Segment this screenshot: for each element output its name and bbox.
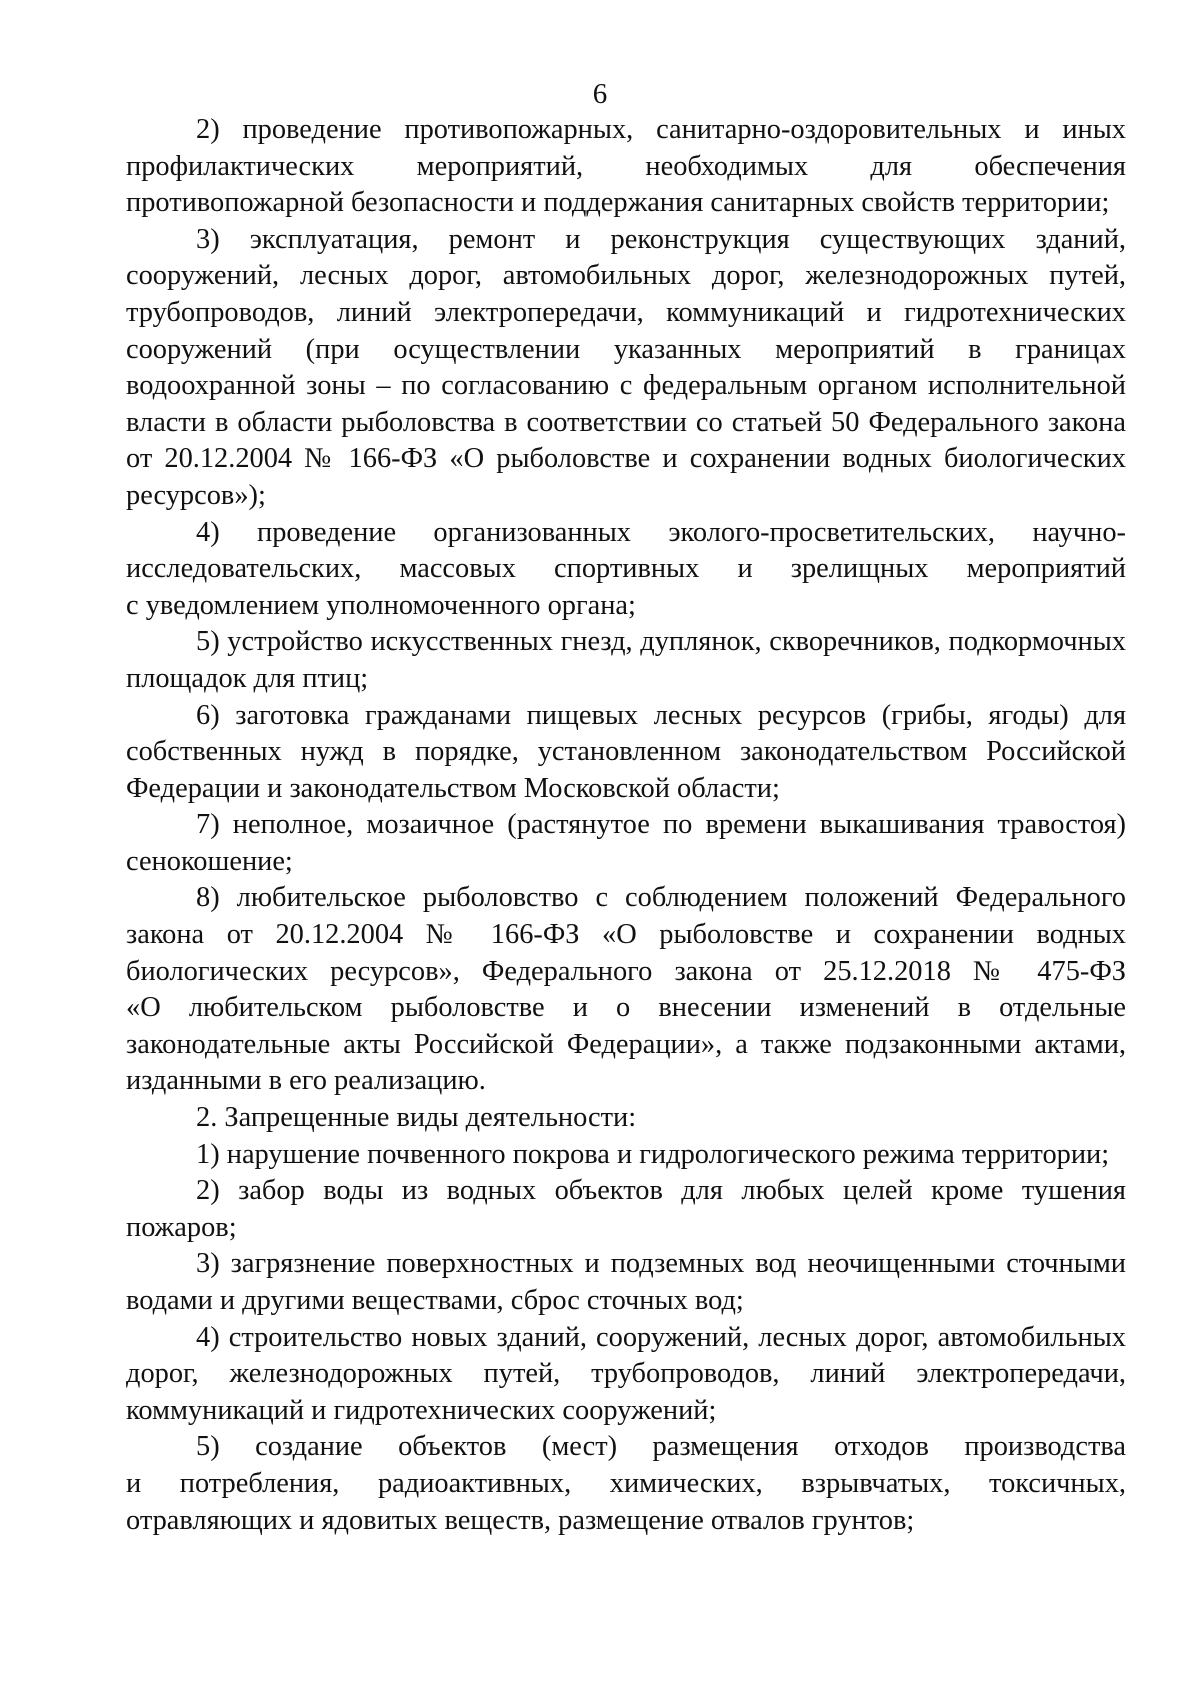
text-line: сенокошение; [126,845,293,877]
text-line: 4) проведение организованных эколого-просветительских, научно- [196,516,1126,548]
text-line: и потребления, радиоактивных, химических, взрывчатых, токсичных, [126,1467,1126,1499]
document-body [126,112,1126,1539]
text-line: трубопроводов, линий электропередачи, коммуникаций и гидротехнических [126,296,1126,328]
paragraph [126,515,1126,625]
paragraph [126,222,1126,515]
text-line: исследовательских, массовых спортивных и зрелищных мероприятий [126,553,1126,585]
text-line: 2) забор воды из водных объектов для любых целей кроме тушения [196,1175,1126,1207]
paragraph [126,1429,1126,1539]
text-line: сооружений, лесных дорог, автомобильных дорог, железнодорожных путей, [126,260,1126,292]
text-line: «О любительском рыболовстве и о внесении изменений в отдельные [126,992,1126,1024]
paragraph [126,112,1126,222]
text-line: 3) эксплуатация, ремонт и реконструкция существующих зданий, [196,223,1126,255]
text-line: дорог, железнодорожных путей, трубопроводов, линий электропередачи, [126,1358,1126,1390]
paragraph [126,1246,1126,1319]
text-line: 8) любительское рыболовство с соблюдением положений Федерального [196,882,1126,914]
text-line: отравляющих и ядовитых веществ, размещение отвалов грунтов; [126,1504,915,1536]
text-line: 2. Запрещенные виды деятельности: [196,1102,637,1134]
paragraph [126,1137,1126,1174]
text-line: от 20.12.2004 № 166-ФЗ «О рыболовстве и сохранении водных биологических [126,443,1126,475]
text-line: закона от 20.12.2004 № 166-ФЗ «О рыболовстве и сохранении водных [126,919,1126,951]
paragraph [126,1100,1126,1137]
text-line: пожаров; [126,1211,237,1243]
text-line: Федерации и законодательством Московской области; [126,772,780,804]
text-line: коммуникаций и гидротехнических сооружений; [126,1394,717,1426]
text-line: 4) строительство новых зданий, сооружений, лесных дорог, автомобильных [196,1321,1126,1353]
text-line: водоохранной зоны – по согласованию с федеральным органом исполнительной [126,370,1126,402]
paragraph [126,807,1126,880]
text-line: биологических ресурсов», Федерального закона от 25.12.2018 № 475-ФЗ [126,955,1126,987]
text-line: 2) проведение противопожарных, санитарно-оздоровительных и иных [196,114,1126,145]
text-line: 5) создание объектов (мест) размещения отходов производства [196,1431,1126,1463]
page-number: 6 [592,78,608,110]
paragraph [126,1173,1126,1246]
text-line: сооружений (при осуществлении указанных мероприятий в границах [126,333,1126,365]
text-line: профилактических мероприятий, необходимых для обеспечения [126,150,1126,182]
text-line: 6) заготовка гражданами пищевых лесных ресурсов (грибы, ягоды) для [196,699,1126,731]
paragraph [126,698,1126,808]
text-line: собственных нужд в порядке, установленном законодательством Российской [126,736,1126,768]
text-line: противопожарной безопасности и поддержания санитарных свойств территории; [126,187,1110,219]
paragraph [126,624,1126,697]
text-line: власти в области рыболовства в соответствии со статьей 50 Федерального закона [126,406,1126,438]
text-line: площадок для птиц; [126,662,369,694]
paragraph [126,880,1126,1100]
text-line: ресурсов»); [126,479,266,511]
text-line: законодательные акты Российской Федерации», а также подзаконными актами, [126,1028,1126,1060]
text-line: водами и другими веществами, сброс сточных вод; [126,1285,744,1316]
text-line: 3) загрязнение поверхностных и подземных вод неочищенными сточными [196,1248,1126,1280]
text-line: с уведомлением уполномоченного органа; [126,589,636,621]
text-line: 5) устройство искусственных гнезд, дуплянок, скворечников, подкормочных [196,626,1126,658]
text-line: 1) нарушение почвенного покрова и гидрологического режима территории; [196,1138,1110,1170]
paragraph [126,1320,1126,1430]
text-line: изданными в его реализацию. [126,1065,486,1097]
text-line: 7) неполное, мозаичное (растянутое по времени выкашивания травостоя) [196,809,1126,841]
